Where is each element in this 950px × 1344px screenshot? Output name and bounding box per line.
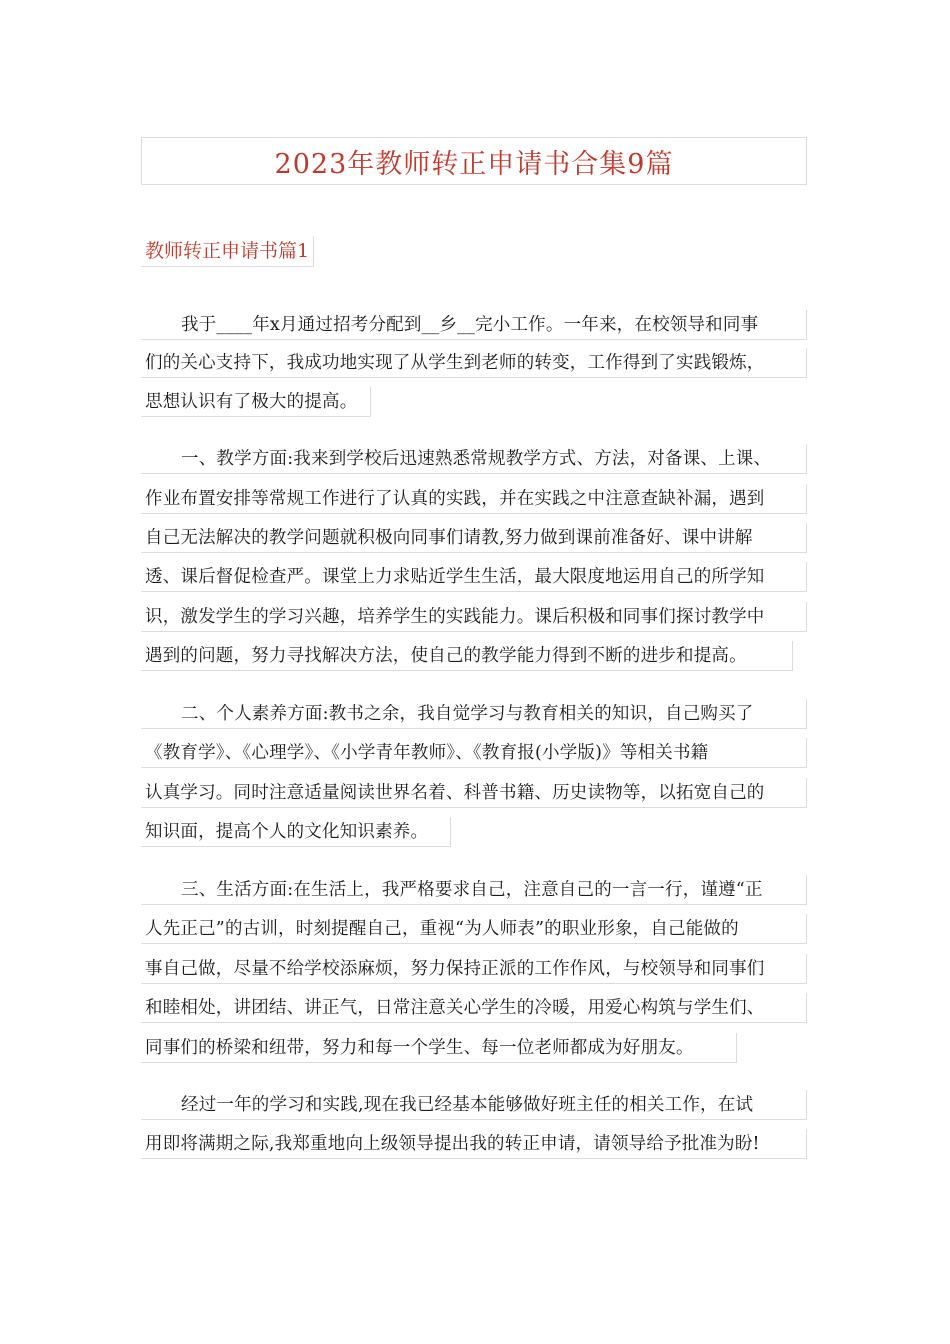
paragraph-line: 思想认识有了极大的提高。: [141, 387, 371, 417]
paragraph-line: 经过一年的学习和实践,现在我已经基本能够做好班主任的相关工作，在试: [141, 1090, 807, 1120]
paragraph-line: 事自己做，尽量不给学校添麻烦，努力保持正派的工作作风，与校领导和同事们: [141, 954, 807, 984]
paragraph-line: 人先正己”的古训，时刻提醒自己，重视“为人师表”的职业形象，自己能做的: [141, 914, 807, 944]
paragraph-line: 透、课后督促检查严。课堂上力求贴近学生生活，最大限度地运用自己的所学知: [141, 562, 807, 592]
paragraph-line: 知识面，提高个人的文化知识素养。: [141, 817, 451, 847]
paragraph-line: 自己无法解决的教学问题就积极向同事们请教,努力做到课前准备好、课中讲解: [141, 523, 807, 553]
paragraph-line: 认真学习。同时注意适量阅读世界名着、科普书籍、历史读物等，以拓宽自己的: [141, 778, 807, 808]
paragraph-line: 三、生活方面:在生活上，我严格要求自己，注意自己的一言一行，谨遵“正: [141, 875, 807, 905]
paragraph-line: 《教育学》、《心理学》、《小学青年教师》、《教育报(小学版)》等相关书籍: [141, 738, 807, 768]
paragraph-line: 作业布置安排等常规工作进行了认真的实践，并在实践之中注意查缺补漏，遇到: [141, 484, 807, 514]
paragraph-line: 们的关心支持下，我成功地实现了从学生到老师的转变，工作得到了实践锻炼，: [141, 348, 807, 378]
paragraph-line: 一、教学方面:我来到学校后迅速熟悉常规教学方式、方法，对备课、上课、: [141, 444, 807, 474]
paragraph-line: 同事们的桥梁和纽带，努力和每一个学生、每一位老师都成为好朋友。: [141, 1033, 737, 1063]
paragraph-line: 识，激发学生的学习兴趣，培养学生的实践能力。课后积极和同事们探讨教学中: [141, 602, 807, 632]
paragraph-line: 和睦相处，讲团结、讲正气，日常注意关心学生的冷暖，用爱心构筑与学生们、: [141, 993, 807, 1023]
title-box: [141, 137, 807, 185]
paragraph-line: 二、个人素养方面:教书之余，我自觉学习与教育相关的知识，自己购买了: [141, 699, 807, 729]
section-heading: 教师转正申请书篇1: [141, 236, 314, 267]
paragraph-line: 遇到的问题，努力寻找解决方法，使自己的教学能力得到不断的进步和提高。: [141, 641, 793, 671]
paragraph-line: 用即将满期之际,我郑重地向上级领导提出我的转正申请，请领导给予批准为盼!: [141, 1129, 807, 1159]
paragraph-line: 我于____年x月通过招考分配到__乡__完小工作。一年来，在校领导和同事: [141, 310, 807, 340]
document-title: 2023年教师转正申请书合集9篇: [274, 148, 674, 180]
